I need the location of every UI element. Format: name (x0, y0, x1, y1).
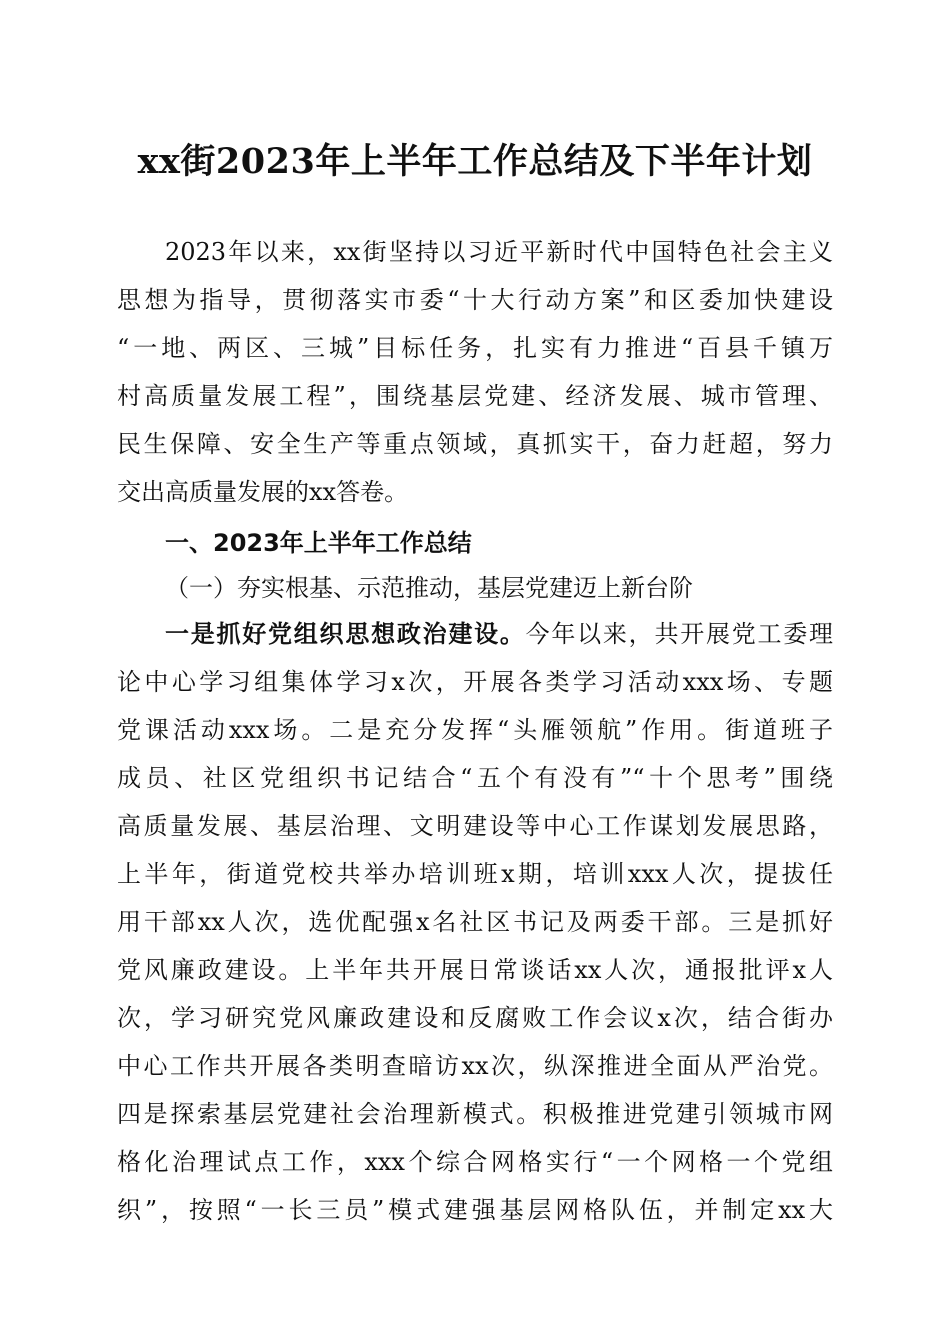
body-first-line (165, 610, 833, 658)
intro-line-6: 交出高质量发展的xx答卷。 (117, 478, 409, 506)
subsection-heading: （一）夯实根基、示范推动，基层党建迈上新台阶 (165, 574, 693, 602)
intro-line-4: 村高质量发展工程”，围绕基层党建、经济发展、城市管理、 (117, 382, 833, 410)
body-line-9: 次，学习研究党风廉政建设和反腐败工作会议x次，结合街办 (117, 1004, 833, 1032)
section-heading: 一、2023年上半年工作总结 (165, 529, 472, 557)
intro-line-1: 2023年以来，xx街坚持以习近平新时代中国特色社会主义 (165, 238, 833, 266)
body-line-2: 论中心学习组集体学习x次，开展各类学习活动xxx场、专题 (117, 668, 833, 696)
body-line-12: 格化治理试点工作，xxx个综合网格实行“一个网格一个党组 (117, 1148, 833, 1176)
body-line-10: 中心工作共开展各类明查暗访xx次，纵深推进全面从严治党。 (117, 1052, 833, 1080)
intro-line-5: 民生保障、安全生产等重点领域，真抓实干，奋力赶超，努力 (117, 430, 833, 458)
intro-line-2: 思想为指导，贯彻落实市委“十大行动方案”和区委加快建设 (117, 286, 833, 314)
body-first-bold-phrase: 一是抓好党组织思想政治建设。 (165, 619, 526, 648)
body-line-4: 成员、社区党组织书记结合“五个有没有”“十个思考”围绕 (117, 764, 833, 792)
body-line-13: 织”，按照“一长三员”模式建强基层网格队伍，并制定xx大 (117, 1196, 833, 1224)
document-title: xx街2023年上半年工作总结及下半年计划 (137, 141, 813, 182)
intro-line-3: “一地、两区、三城”目标任务，扎实有力推进“百县千镇万 (117, 334, 833, 362)
body-line-6: 上半年，街道党校共举办培训班x期，培训xxx人次，提拔任 (117, 860, 833, 888)
body-first-rest: 今年以来，共开展党工委理 (525, 620, 833, 648)
body-line-3: 党课活动xxx场。二是充分发挥“头雁领航”作用。街道班子 (117, 716, 833, 744)
body-line-11: 四是探索基层党建社会治理新模式。积极推进党建引领城市网 (117, 1100, 833, 1128)
body-line-7: 用干部xx人次，选优配强x名社区书记及两委干部。三是抓好 (117, 908, 833, 936)
body-line-8: 党风廉政建设。上半年共开展日常谈话xx人次，通报批评x人 (117, 956, 833, 984)
body-line-5: 高质量发展、基层治理、文明建设等中心工作谋划发展思路， (117, 812, 833, 840)
